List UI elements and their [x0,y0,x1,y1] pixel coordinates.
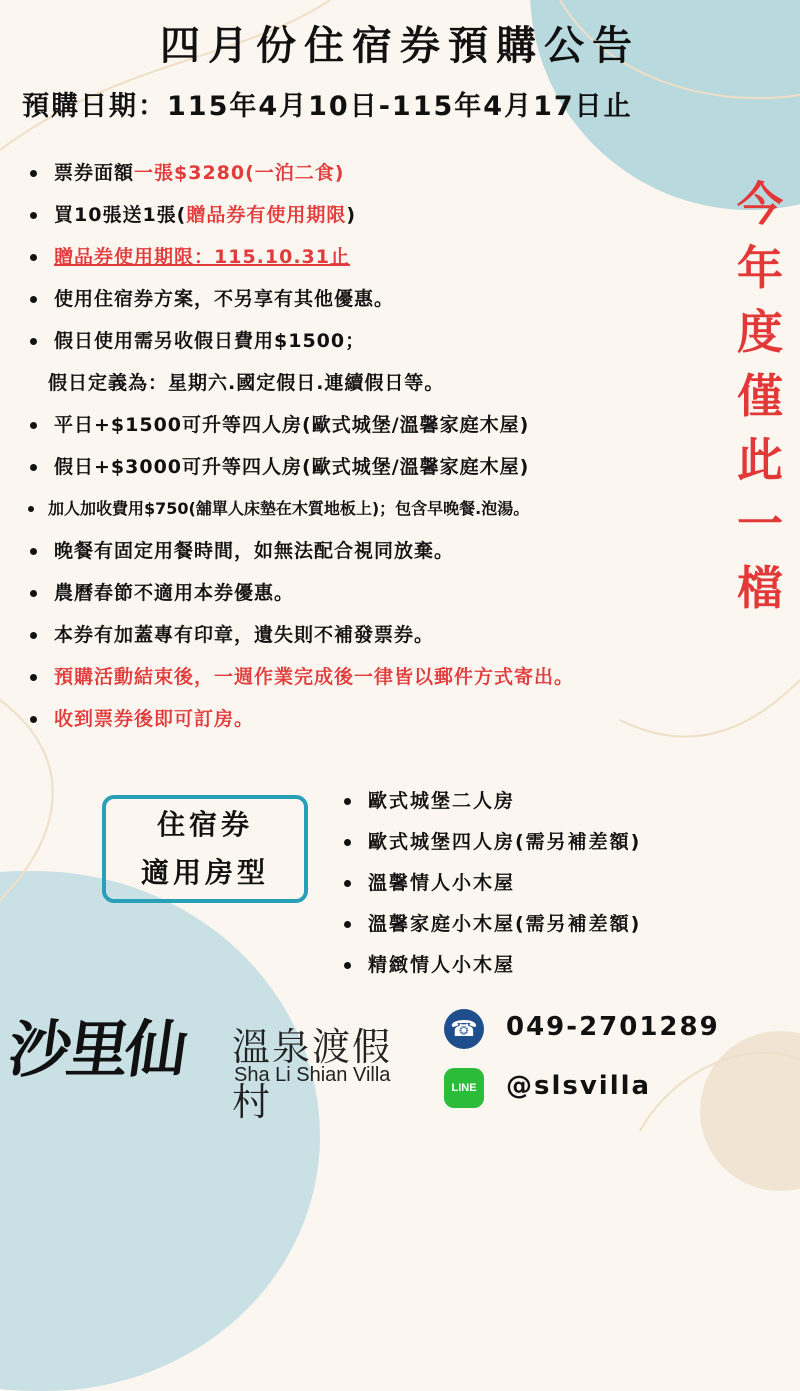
side-banner-char: 此 [737,433,783,487]
brand-name-cn: 溫泉渡假村 [232,1025,393,1124]
bullet-dot [30,212,37,219]
list-item [26,452,746,494]
room-item [340,825,641,866]
page-title: 四月份住宿券預購公告 [160,23,640,69]
bonus-close: ) [346,204,357,226]
term-text-highlight: 收到票券後即可訂房。 [54,708,255,730]
bullet-dot [30,464,37,471]
price-label: 票券面額 [54,162,135,184]
bullet-dot [30,548,37,555]
side-banner-char: 一 [737,497,783,551]
brand-name-en: Sha Li Shian Villa [234,1064,391,1086]
list-item [26,704,746,746]
list-item [26,536,746,578]
list-item [26,158,746,200]
side-banner-char: 僅 [737,369,783,423]
line-id[interactable]: @slsvilla [506,1071,652,1101]
room-name: 歐式城堡二人房 [368,790,516,812]
term-text: 使用住宿券方案，不另享有其他優惠。 [54,288,395,310]
room-name: 精緻情人小木屋 [368,954,516,976]
list-item [26,620,746,662]
bullet-dot [30,254,37,261]
presale-dates [22,84,633,123]
room-box-line2: 適用房型 [140,856,269,889]
list-item [26,284,746,326]
side-banner-char: 度 [737,305,783,359]
bullet-dot [30,590,37,597]
presale-label: 預購日期： [22,91,167,122]
room-name: 溫馨情人小木屋 [368,872,516,894]
side-banner [728,172,792,620]
phone-number[interactable]: 049-2701289 [506,1012,720,1042]
brand-calligraphy: 沙里仙 [4,1013,189,1086]
room-name: 歐式城堡四人房(需另補差額) [368,831,642,853]
bullet-dot [30,674,37,681]
presale-range: 115年4月10日-115年4月17日止 [167,91,633,122]
bullet-dot [30,296,37,303]
room-item [340,784,641,825]
room-item [340,907,641,948]
terms-list [26,158,746,746]
room-types-list [340,784,641,989]
room-name: 溫馨家庭小木屋(需另補差額) [368,913,642,935]
term-text: 晚餐有固定用餐時間，如無法配合視同放棄。 [54,540,455,562]
list-item [26,410,746,452]
list-item-continuation [26,368,746,410]
line-app-icon: LINE [444,1068,484,1108]
side-banner-char: 年 [737,241,783,295]
term-text-highlight: 預購活動結束後，一週作業完成後一律皆以郵件方式寄出。 [54,666,575,688]
bullet-dot [30,170,37,177]
bullet-dot [28,506,34,512]
term-text: 本券有加蓋專有印章，遺失則不補發票券。 [54,624,435,646]
room-box-line1: 住宿券 [156,808,253,841]
term-text: 平日+$1500可升等四人房(歐式城堡/溫馨家庭木屋) [54,414,530,436]
bullet-dot [30,716,37,723]
room-item [340,866,641,907]
bonus-note: 贈品券有使用期限 [186,204,347,226]
phone-icon: ☎ [444,1009,484,1049]
bullet-dot [344,839,351,846]
gift-expiry: 贈品券使用期限：115.10.31止 [54,246,350,268]
bullet-dot [344,962,351,969]
term-text: 假日+$3000可升等四人房(歐式城堡/溫馨家庭木屋) [54,456,530,478]
term-text: 農曆春節不適用本券優惠。 [54,582,295,604]
room-item [340,948,641,989]
list-item [26,326,746,368]
bonus-text: 買10張送1張( [54,204,187,226]
list-item [26,200,746,242]
price-value: 一張$3280(一泊二食) [134,162,345,184]
list-item [26,494,746,536]
term-text: 假日定義為：星期六.國定假日.連續假日等。 [48,372,445,394]
side-banner-char: 檔 [737,561,783,615]
term-text: 加人加收費用$750(舖單人床墊在木質地板上)；包含早晚餐.泡湯。 [48,499,530,518]
brand-logo [4,1000,430,1124]
list-item [26,662,746,704]
side-banner-char: 今 [737,177,783,231]
bullet-dot [30,338,37,345]
list-item [26,242,746,284]
bullet-dot [344,798,351,805]
term-text: 假日使用需另收假日費用$1500； [54,330,366,352]
list-item [26,578,746,620]
room-types-label-box [102,795,308,903]
bullet-dot [30,632,37,639]
bullet-dot [30,422,37,429]
bullet-dot [344,880,351,887]
bullet-dot [344,921,351,928]
